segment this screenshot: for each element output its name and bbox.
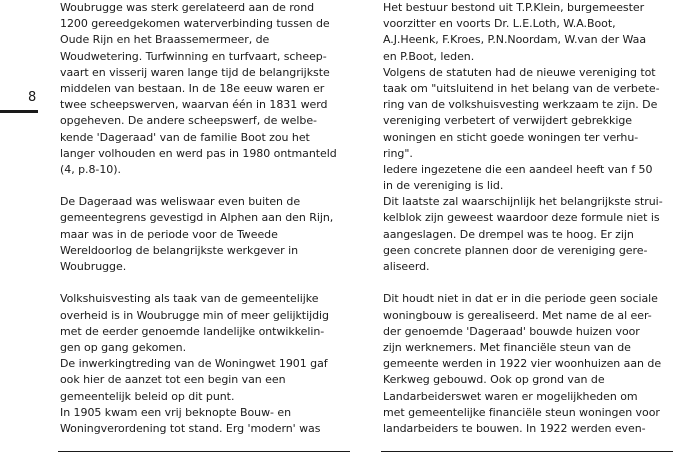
text-line: woningen en sticht goede woningen ter verhu- — [383, 130, 639, 144]
text-line: Woubrugge. — [60, 260, 127, 273]
text-line: en P.Boot, leden. — [383, 49, 475, 63]
text-line: gen op gang gekomen. — [60, 340, 187, 354]
page-marker-rule — [0, 110, 38, 113]
text-line: Dit laatste zal waarschijnlijk het belangrijkste strui- — [383, 195, 663, 209]
text-line: Volkshuisvesting als taak van de gemeentelijke — [60, 292, 319, 306]
text-line: Woudwetering. Turfwinning en turfvaart, scheep- — [60, 49, 327, 63]
text-line: ring". — [383, 146, 413, 160]
paragraph-gap — [60, 178, 350, 194]
text-line: met gemeentelijke financiële steun woningen voor — [383, 405, 660, 419]
paragraph-gap — [383, 275, 675, 291]
text-line: ring van de volkshuisvesting werkzaam te zijn. De — [383, 98, 658, 112]
text-line: Woningverordening tot stand. Erg 'modern' was — [60, 421, 321, 435]
text-line: gemeentegrens gevestigd in Alphen aan den Rijn, — [60, 211, 334, 225]
text-line: woningbouw is gerealiseerd. Met name de al eer- — [383, 308, 652, 322]
text-line: twee scheepswerven, waarvan één in 1831 werd — [60, 98, 328, 112]
text-line: overheid is in Woubrugge min of meer gelijktijdig — [60, 308, 329, 322]
text-line: zijn werknemers. Met financiële steun van de — [383, 340, 631, 354]
left-paragraph-3 — [60, 291, 350, 437]
text-line: Dit houdt niet in dat er in die periode geen sociale — [383, 292, 658, 306]
text-line: Wereldoorlog de belangrijkste werkgever in — [60, 243, 299, 257]
text-line: middelen van bestaan. In de 18e eeuw waren er — [60, 81, 325, 95]
text-line: der genoemde 'Dageraad' bouwde huizen voor — [383, 324, 640, 338]
left-paragraph-1 — [60, 0, 350, 178]
text-line: 1200 gereedgekomen waterverbinding tussen de — [60, 17, 330, 31]
text-line: kende 'Dageraad' van de familie Boot zou het — [60, 130, 310, 144]
text-line: Het bestuur bestond uit T.P.Klein, burgemeester — [383, 1, 645, 14]
text-line: in de vereniging is lid. — [383, 179, 504, 193]
text-line: voorzitter en voorts Dr. L.E.Loth, W.A.Boot, — [383, 17, 616, 31]
text-line: geen concrete plannen door de vereniging gere- — [383, 243, 648, 257]
left-column — [60, 0, 350, 437]
text-line: aliseerd. — [383, 260, 430, 273]
text-line: Iedere ingezetene die een aandeel heeft van f 50 — [383, 162, 653, 176]
text-line: vaart en visserij waren lange tijd de belangrijkste — [60, 65, 330, 79]
page-number: 8 — [28, 90, 37, 105]
text-line: taak om "uitsluitend in het belang van de verbete- — [383, 81, 660, 95]
text-line: gemeentelijk beleid op dit punt. — [60, 389, 235, 403]
text-line: Oude Rijn en het Braassemermeer, de — [60, 33, 270, 47]
text-line: kelblok zijn geweest waardoor deze formule niet is — [383, 211, 660, 225]
text-line: Kerkweg gebouwd. Ook op grond van de — [383, 373, 605, 387]
right-paragraph-2 — [383, 291, 675, 437]
text-line: De inwerkingtreding van de Woningwet 1901 gaf — [60, 357, 328, 371]
right-paragraph-1 — [383, 0, 675, 275]
text-line: opgeheven. De andere scheepswerf, de welbe- — [60, 114, 317, 128]
text-line: De Dageraad was weliswaar even buiten de — [60, 195, 301, 209]
text-line: Landarbeiderswet waren er mogelijkheden om — [383, 389, 638, 403]
right-column — [383, 0, 675, 437]
text-line: langer volhouden en werd pas in 1980 ontmanteld — [60, 146, 337, 160]
text-line: vereniging verbetert of verwijdert gebrekkige — [383, 114, 632, 128]
text-line: landarbeiders te bouwen. In 1922 werden even- — [383, 421, 646, 435]
text-line: gemeente werden in 1922 vier woonhuizen aan de — [383, 357, 662, 371]
text-line: In 1905 kwam een vrij beknopte Bouw- en — [60, 405, 292, 419]
text-line: maar was in de periode voor de Tweede — [60, 227, 278, 241]
text-line: A.J.Heenk, F.Kroes, P.N.Noordam, W.van der Waa — [383, 33, 647, 47]
text-line: met de eerder genoemde landelijke ontwikkelin- — [60, 324, 325, 338]
footer-rule-left — [58, 451, 350, 452]
text-line: ook hier de aanzet tot een begin van een — [60, 373, 286, 387]
left-paragraph-2 — [60, 194, 350, 275]
text-line: Woubrugge was sterk gerelateerd aan de rond — [60, 1, 315, 14]
text-line: Volgens de statuten had de nieuwe vereniging tot — [383, 65, 656, 79]
footer-rule-right — [381, 451, 673, 452]
paragraph-gap — [60, 275, 350, 291]
text-line: (4, p.8-10). — [60, 162, 121, 176]
text-line: aangeslagen. De drempel was te hoog. Er zijn — [383, 227, 634, 241]
